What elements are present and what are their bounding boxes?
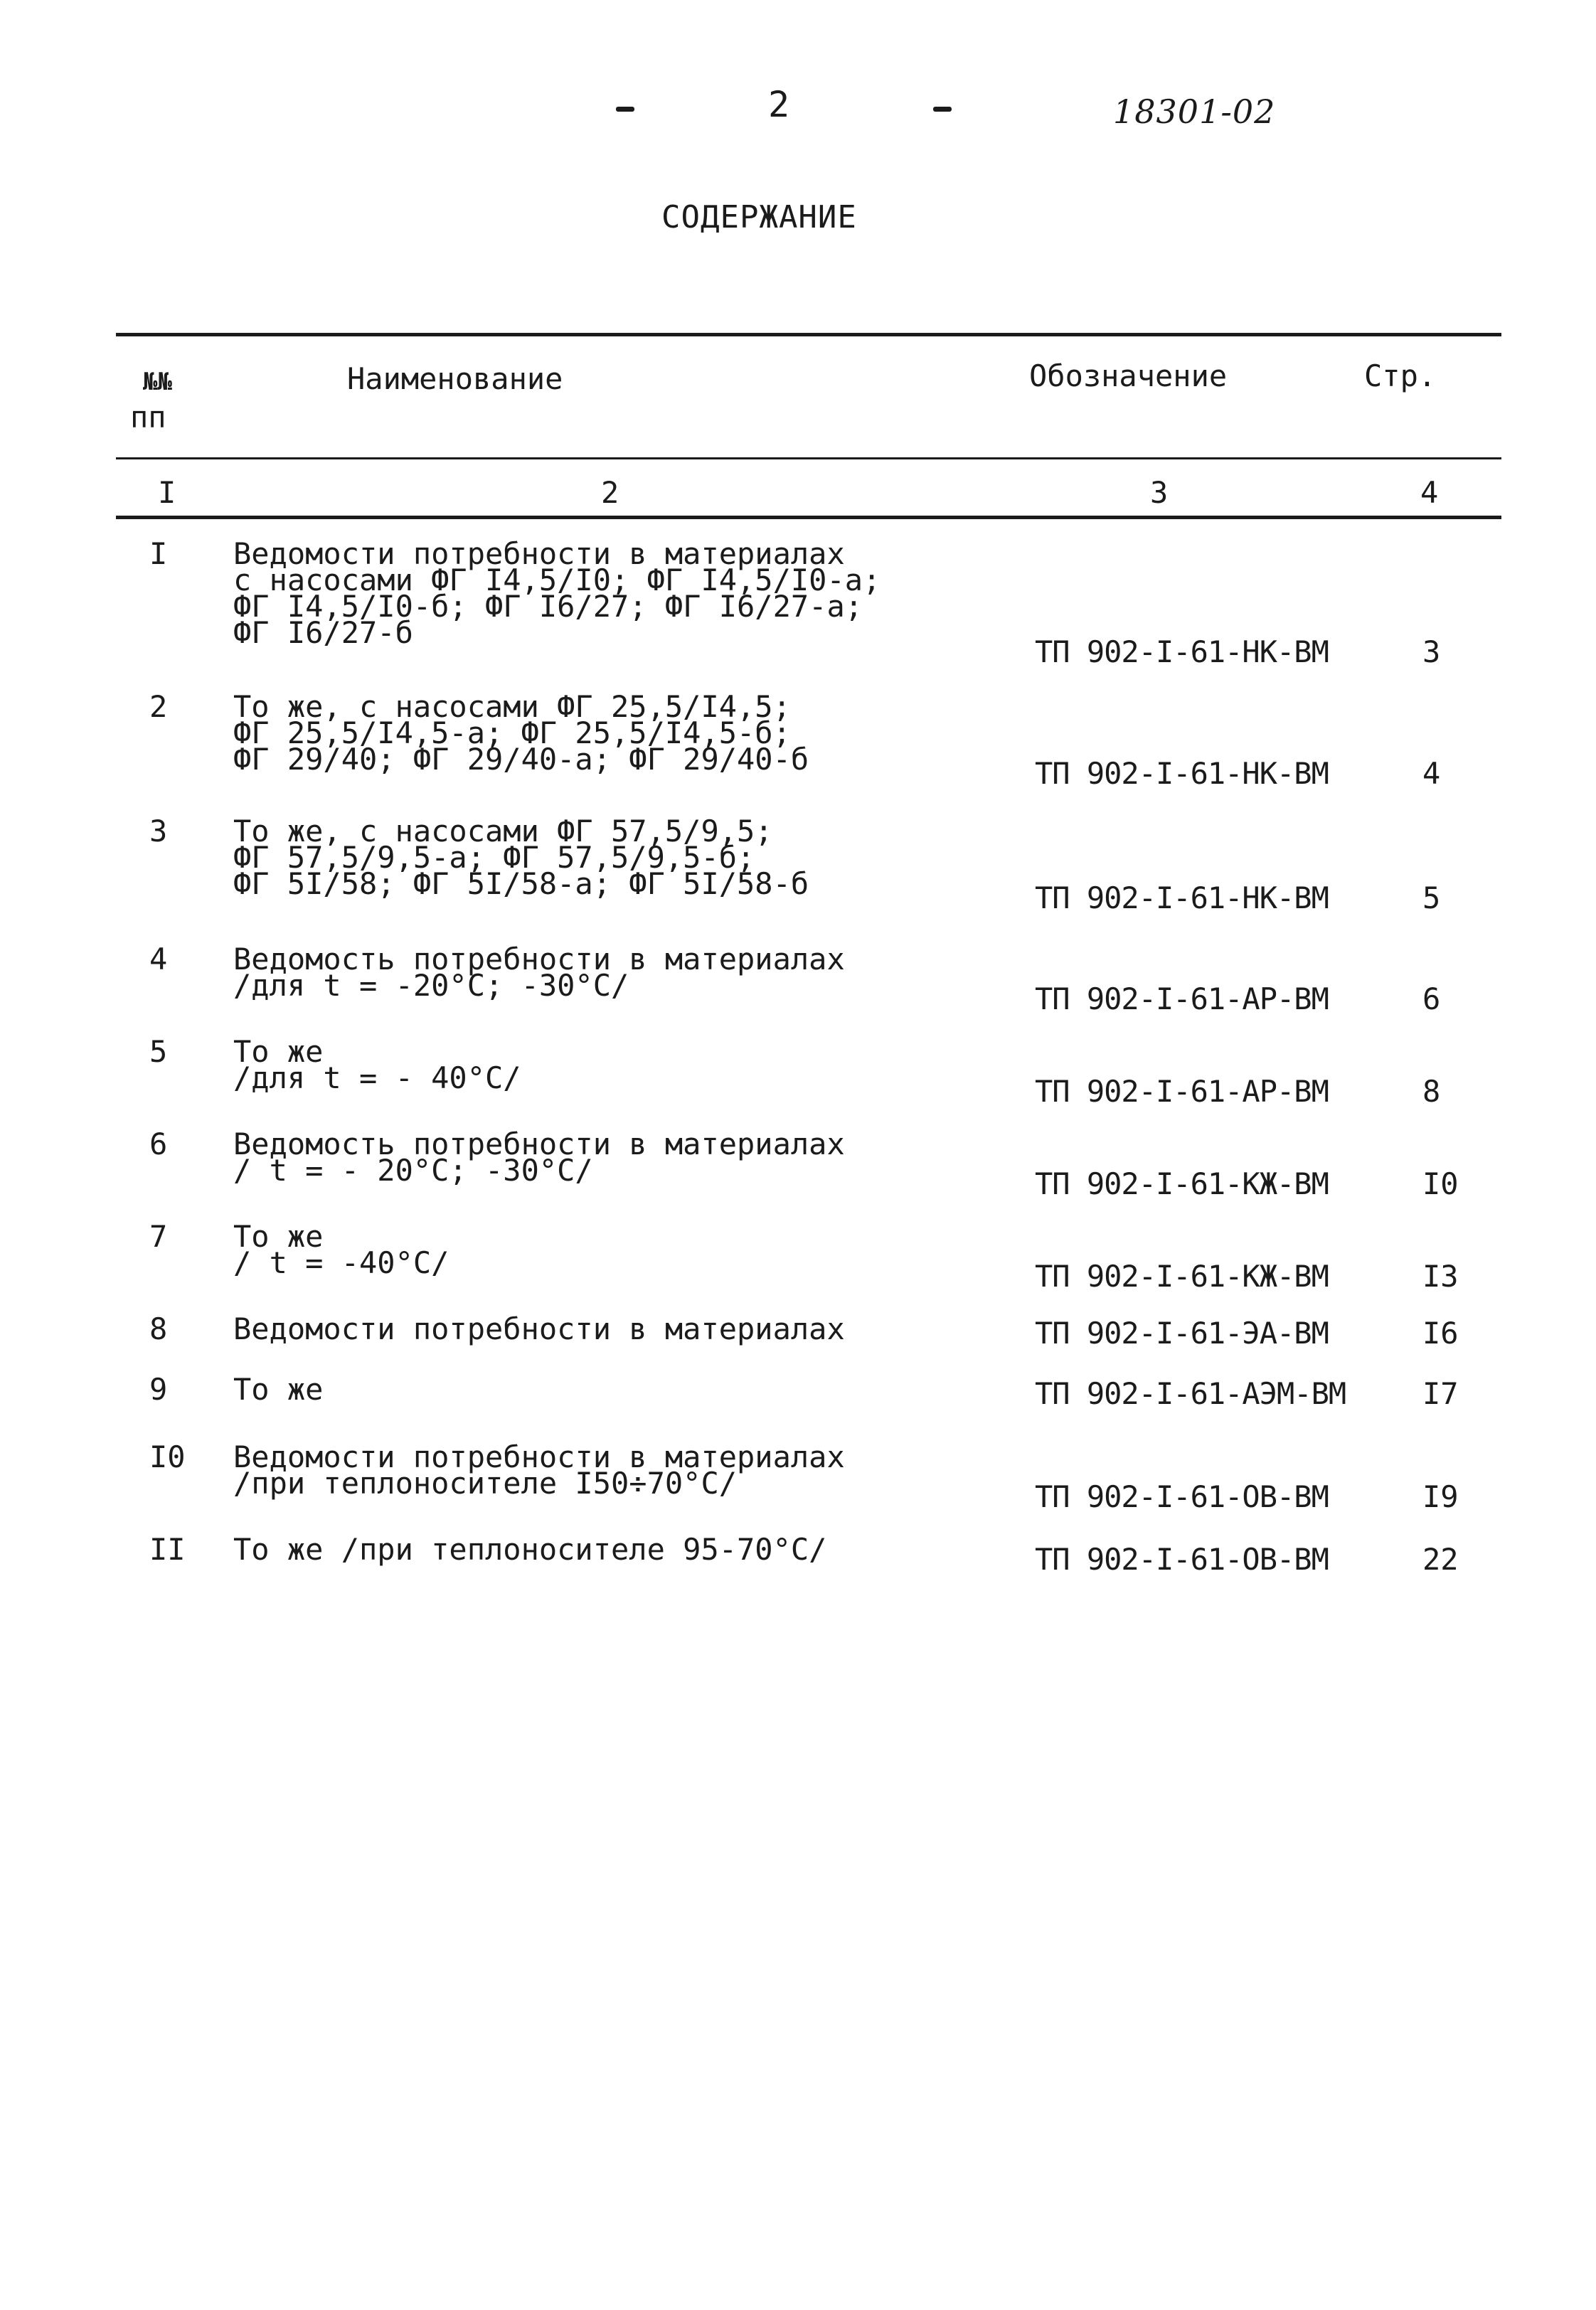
row-name xyxy=(233,942,980,1003)
row-name-line: То же xyxy=(233,1219,324,1254)
row-code: ТП 902-I-61-ОВ-ВМ xyxy=(1035,1542,1329,1577)
row-code: ТП 902-I-61-КЖ-ВМ xyxy=(1035,1166,1329,1201)
row-name-line: /при теплоносителе I50÷70°С/ xyxy=(233,1466,738,1501)
row-code: ТП 902-I-61-АЭМ-ВМ xyxy=(1035,1376,1346,1411)
row-name-line: Ведомость потребности в материалах xyxy=(233,1127,845,1161)
row-name-line: То же xyxy=(233,1034,324,1069)
row-number: I xyxy=(149,536,168,571)
row-code: ТП 902-I-61-КЖ-ВМ xyxy=(1035,1259,1329,1294)
page-number-dash-left xyxy=(616,107,634,112)
row-code: ТП 902-I-61-АР-ВМ xyxy=(1035,1074,1329,1109)
row-code: ТП 902-I-61-НК-ВМ xyxy=(1035,880,1329,915)
header-number-sign: №№ xyxy=(143,368,172,396)
row-code: ТП 902-I-61-АР-ВМ xyxy=(1035,981,1329,1016)
page-header xyxy=(0,85,1596,149)
row-number: 4 xyxy=(149,942,168,976)
row-name xyxy=(233,1532,980,1567)
document-code: 18301-02 xyxy=(1113,92,1276,131)
column-number-1: I xyxy=(158,475,176,510)
row-name xyxy=(233,1311,980,1346)
row-number: 7 xyxy=(149,1219,168,1254)
row-name-line: с насосами ФГ I4,5/I0; ФГ I4,5/I0-а; xyxy=(233,563,881,597)
row-name xyxy=(233,1439,980,1501)
row-number: 9 xyxy=(149,1372,168,1407)
row-page: I6 xyxy=(1422,1316,1459,1351)
row-name-line: / t = -40°С/ xyxy=(233,1245,449,1280)
row-code: ТП 902-I-61-ЭА-ВМ xyxy=(1035,1316,1329,1351)
header-code: Обозначение xyxy=(1029,358,1228,393)
row-name-line: Ведомости потребности в материалах xyxy=(233,1439,845,1474)
column-number-2: 2 xyxy=(601,475,619,510)
row-name-line: То же, с насосами ФГ 25,5/I4,5; xyxy=(233,689,791,724)
row-number: 8 xyxy=(149,1311,168,1346)
row-page: 3 xyxy=(1422,634,1441,669)
row-code: ТП 902-I-61-НК-ВМ xyxy=(1035,634,1329,669)
row-page: 8 xyxy=(1422,1074,1441,1109)
table-top-rule xyxy=(116,333,1501,336)
row-code: ТП 902-I-61-НК-ВМ xyxy=(1035,756,1329,791)
row-name-line: ФГ 5I/58; ФГ 5I/58-а; ФГ 5I/58-б xyxy=(233,866,809,901)
row-name-line: ФГ 57,5/9,5-а; ФГ 57,5/9,5-б; xyxy=(233,840,755,875)
row-number: II xyxy=(149,1532,186,1567)
row-page: I9 xyxy=(1422,1479,1459,1514)
header-number-sub: пп xyxy=(130,400,166,435)
row-name-line: / t = - 20°С; -30°С/ xyxy=(233,1153,593,1188)
column-number-4: 4 xyxy=(1420,475,1439,510)
row-number: 6 xyxy=(149,1127,168,1161)
row-number: 3 xyxy=(149,814,168,848)
row-page: 6 xyxy=(1422,981,1441,1016)
table-header-rule xyxy=(116,457,1501,459)
row-name xyxy=(233,1219,980,1280)
row-name xyxy=(233,1127,980,1188)
row-code: ТП 902-I-61-ОВ-ВМ xyxy=(1035,1479,1329,1514)
page-number-dash-right xyxy=(933,107,952,112)
row-name-line: То же, с насосами ФГ 57,5/9,5; xyxy=(233,814,773,848)
row-name xyxy=(233,1372,980,1407)
row-name-line: /для t = -20°С; -30°С/ xyxy=(233,968,629,1003)
row-name-line: ФГ I4,5/I0-б; ФГ I6/27; ФГ I6/27-а; xyxy=(233,589,863,624)
column-number-3: 3 xyxy=(1150,475,1169,510)
row-number: 5 xyxy=(149,1034,168,1069)
document-title: СОДЕРЖАНИЕ xyxy=(661,199,857,235)
row-name-line: Ведомости потребности в материалах xyxy=(233,1311,845,1346)
row-name xyxy=(233,689,980,777)
row-page: 4 xyxy=(1422,756,1441,791)
row-number: 2 xyxy=(149,689,168,724)
row-number: I0 xyxy=(149,1439,186,1474)
row-name xyxy=(233,1034,980,1095)
row-page: I3 xyxy=(1422,1259,1459,1294)
row-name-line: Ведомость потребности в материалах xyxy=(233,942,845,976)
row-name-line: ФГ 25,5/I4,5-а; ФГ 25,5/I4,5-б; xyxy=(233,715,791,750)
row-name-line: /для t = - 40°С/ xyxy=(233,1060,521,1095)
header-name: Наименование xyxy=(347,361,563,396)
row-name-line: То же /при теплоносителе 95-70°С/ xyxy=(233,1532,827,1567)
row-page: I0 xyxy=(1422,1166,1459,1201)
row-name-line: Ведомости потребности в материалах xyxy=(233,536,845,571)
header-number xyxy=(130,364,172,435)
row-name xyxy=(233,814,980,901)
row-name xyxy=(233,536,980,650)
row-name-line: То же xyxy=(233,1372,324,1407)
header-page: Стр. xyxy=(1364,358,1437,393)
row-name-line: ФГ I6/27-б xyxy=(233,615,413,650)
page-number: 2 xyxy=(768,84,790,125)
row-page: 22 xyxy=(1422,1542,1459,1577)
row-page: I7 xyxy=(1422,1376,1459,1411)
table-columns-rule xyxy=(116,516,1501,519)
row-name-line: ФГ 29/40; ФГ 29/40-а; ФГ 29/40-б xyxy=(233,742,809,777)
row-page: 5 xyxy=(1422,880,1441,915)
